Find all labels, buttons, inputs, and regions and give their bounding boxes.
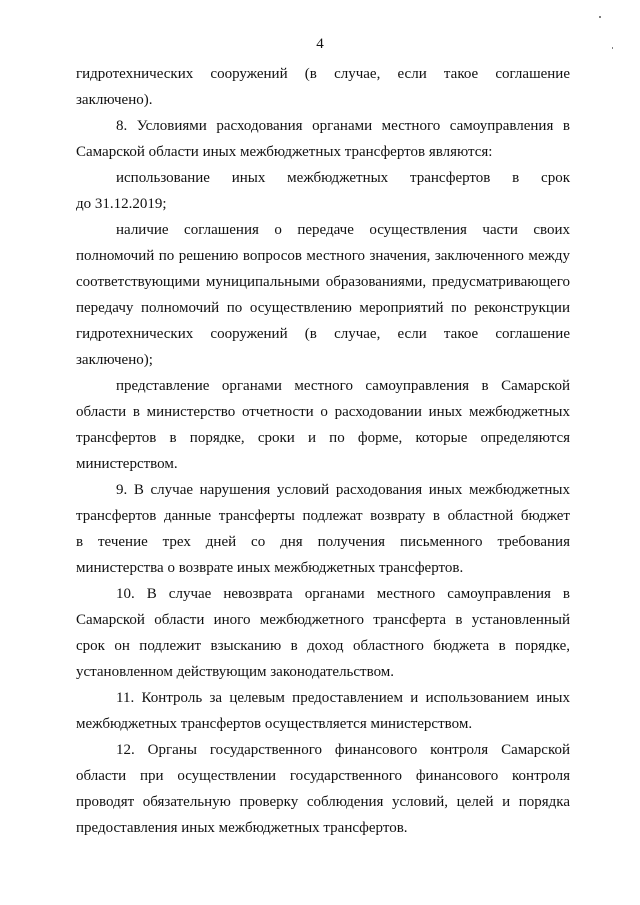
- text-line: использование иных межбюджетных трансфертов в срок: [116, 170, 570, 186]
- text-line: передачу полномочий по осуществлению мероприятий по реконструкции: [76, 300, 570, 316]
- text-line: заключено).: [76, 92, 153, 108]
- text-line: гидротехнических сооружений (в случае, если такое соглашение: [76, 326, 570, 342]
- text-line: проводят обязательную проверку соблюдения условий, целей и порядка: [76, 794, 570, 810]
- text-line: 8. Условиями расходования органами местного самоуправления в: [116, 118, 570, 134]
- text-line: гидротехнических сооружений (в случае, если такое соглашение: [76, 66, 570, 82]
- text-line: установленном действующим законодательством.: [76, 664, 395, 680]
- text-line: Самарской области иного межбюджетного трансферта в установленный: [76, 612, 570, 628]
- text-line: 9. В случае нарушения условий расходования иных межбюджетных: [116, 482, 570, 498]
- page-number: 4: [316, 36, 324, 52]
- text-line: наличие соглашения о передаче осуществления части своих: [116, 222, 570, 238]
- text-line: Самарской области иных межбюджетных трансфертов являются:: [76, 144, 493, 160]
- text-line: соответствующими муниципальными образованиями, предусматривающего: [76, 274, 570, 290]
- text-line: трансфертов в порядке, сроки и по форме, которые определяются: [76, 430, 570, 446]
- text-line: заключено);: [76, 352, 153, 368]
- paragraph-p7: [76, 685, 570, 737]
- paragraph-p0: [76, 61, 570, 113]
- text-line: срок он подлежит взысканию в доход областного бюджета в порядке,: [76, 638, 570, 654]
- paragraph-p5: [76, 477, 570, 581]
- paragraph-p4: [76, 373, 570, 477]
- text-line: представление органами местного самоуправления в Самарской: [116, 378, 570, 394]
- text-line: трансфертов данные трансферты подлежат возврату в областной бюджет: [76, 508, 570, 524]
- paragraph-p6: [76, 581, 570, 685]
- paragraph-p3: [76, 217, 570, 373]
- text-line: полномочий по решению вопросов местного значения, заключенного между: [76, 248, 570, 264]
- text-line: предоставления иных межбюджетных трансфертов.: [76, 820, 408, 836]
- scan-speck: [612, 47, 613, 49]
- text-line: области при осуществлении государственного финансового контроля: [76, 768, 570, 784]
- text-line: до 31.12.2019;: [76, 196, 167, 212]
- text-line: 10. В случае невозврата органами местного самоуправления в: [116, 586, 570, 602]
- paragraph-p8: [76, 737, 570, 841]
- document-body: [76, 61, 570, 841]
- text-line: министерства о возврате иных межбюджетных трансфертов.: [76, 560, 464, 576]
- text-line: межбюджетных трансфертов осуществляется министерством.: [76, 716, 473, 732]
- text-line: 12. Органы государственного финансового контроля Самарской: [116, 742, 570, 758]
- paragraph-p2: [76, 165, 570, 217]
- text-line: 11. Контроль за целевым предоставлением и использованием иных: [116, 690, 570, 706]
- text-line: министерством.: [76, 456, 178, 472]
- scan-speck: [599, 16, 601, 18]
- paragraph-p1: [76, 113, 570, 165]
- text-line: в течение трех дней со дня получения письменного требования: [76, 534, 570, 550]
- text-line: области в министерство отчетности о расходовании иных межбюджетных: [76, 404, 570, 420]
